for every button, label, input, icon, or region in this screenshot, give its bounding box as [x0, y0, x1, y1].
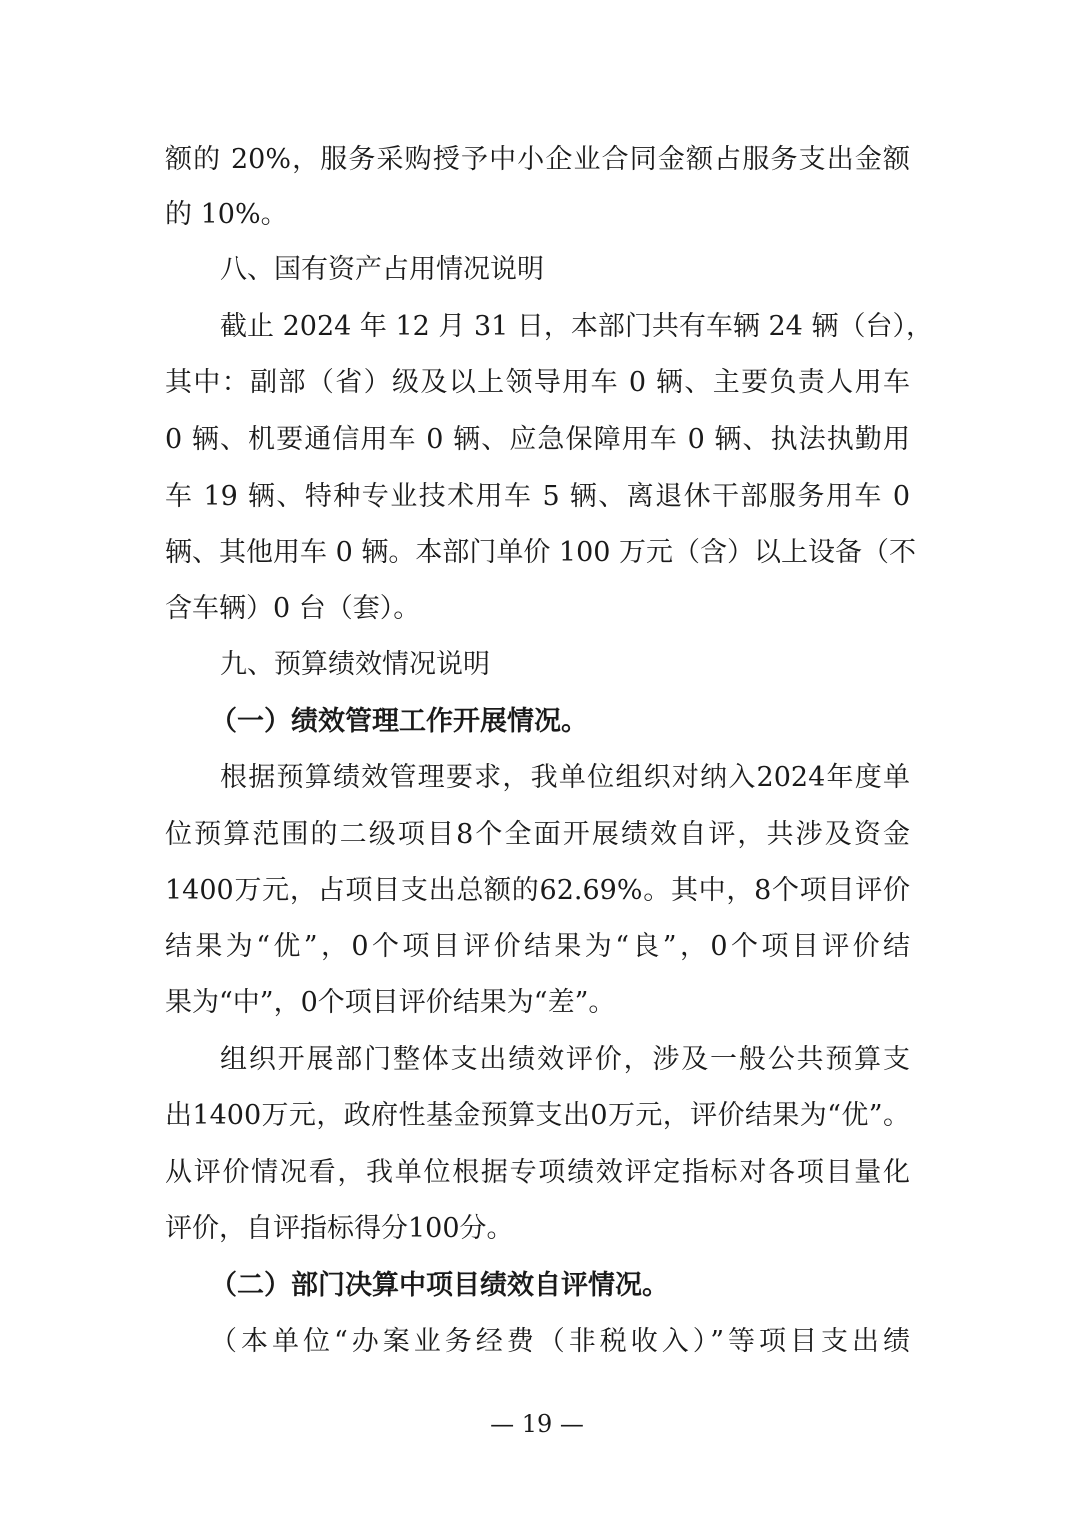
- subsection-heading: （一）绩效管理工作开展情况。: [210, 706, 588, 737]
- paragraph-line: 结果为“优”，0个项目评价结果为“良”，0个项目评价结: [165, 931, 910, 962]
- paragraph-line: 从评价情况看，我单位根据专项绩效评定指标对各项目量化: [165, 1157, 910, 1188]
- section-heading: 八、国有资产占用情况说明: [220, 254, 544, 285]
- subsection-heading: （二）部门决算中项目绩效自评情况。: [210, 1270, 669, 1301]
- paragraph-line: 0 辆、机要通信用车 0 辆、应急保障用车 0 辆、执法执勤用: [165, 424, 910, 455]
- paragraph-line: 评价，自评指标得分100分。: [165, 1213, 514, 1244]
- paragraph-line: 位预算范围的二级项目8个全面开展绩效自评，共涉及资金: [165, 819, 910, 850]
- paragraph-line: 果为“中”，0个项目评价结果为“差”。: [165, 987, 616, 1018]
- page-number: — 19 —: [490, 1410, 584, 1438]
- paragraph-line: （本单位“办案业务经费（非税收入）”等项目支出绩: [210, 1326, 910, 1357]
- paragraph-line: 辆、其他用车 0 辆。本部门单价 100 万元（含）以上设备（不: [165, 537, 917, 568]
- section-heading: 九、预算绩效情况说明: [220, 649, 490, 680]
- paragraph-line: 额的 20%，服务采购授予中小企业合同金额占服务支出金额: [165, 144, 910, 175]
- paragraph-line: 截止 2024 年 12 月 31 日，本部门共有车辆 24 辆（台），: [220, 311, 933, 342]
- paragraph-line: 车 19 辆、特种专业技术用车 5 辆、离退休干部服务用车 0: [165, 481, 910, 512]
- paragraph-line: 的 10%。: [165, 199, 288, 230]
- paragraph-line: 含车辆）0 台（套）。: [165, 593, 421, 624]
- paragraph-line: 根据预算绩效管理要求，我单位组织对纳入2024年度单: [220, 762, 910, 793]
- paragraph-line: 出1400万元，政府性基金预算支出0万元，评价结果为“优”。: [165, 1100, 910, 1131]
- paragraph-line: 组织开展部门整体支出绩效评价，涉及一般公共预算支: [220, 1044, 910, 1075]
- paragraph-line: 1400万元，占项目支出总额的62.69%。其中，8个项目评价: [165, 875, 910, 906]
- paragraph-line: 其中：副部（省）级及以上领导用车 0 辆、主要负责人用车: [165, 367, 910, 398]
